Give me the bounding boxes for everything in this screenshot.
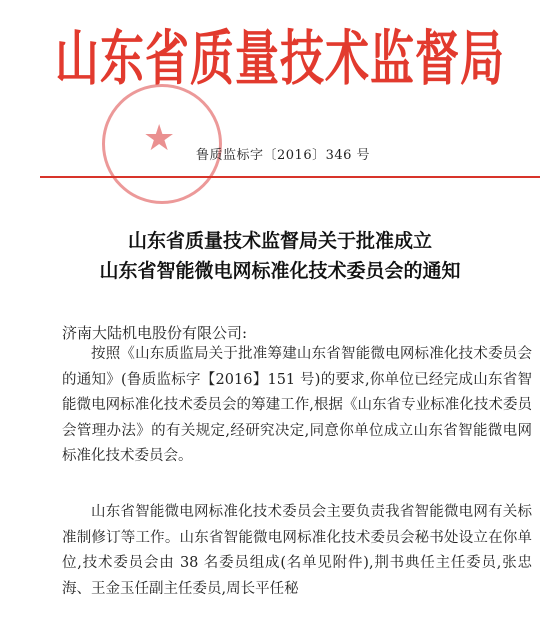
body-paragraph-1 bbox=[62, 342, 532, 470]
notice-title-line-2: 山东省智能微电网标准化技术委员会的通知 bbox=[99, 260, 461, 282]
notice-title-line-1: 山东省质量技术监督局关于批准成立 bbox=[127, 230, 432, 252]
org-letterhead: 山东省质量技术监督局 bbox=[55, 24, 505, 94]
seal-star-icon: ★ bbox=[143, 118, 176, 159]
body-paragraph-2 bbox=[62, 500, 532, 602]
notice-title bbox=[0, 226, 560, 286]
red-divider bbox=[40, 176, 540, 178]
paragraph-text: 山东省智能微电网标准化技术委员会主要负责我省智能微电网有关标准制修订等工作。山东省智能微电网标准化技术委员会秘书处设立在你单位,技术委员会由 38 名委员组成(名单见附件),荆书典任主任委员,张忠海、王金玉任副主任委员,周长平任秘 bbox=[62, 504, 532, 597]
paragraph-text: 按照《山东质监局关于批准筹建山东省智能微电网标准化技术委员会的通知》(鲁质监标字【2016】151 号)的要求,你单位已经完成山东省智能微电网标准化技术委员会的筹建工作,根据《山东省专业标准化技术委员会管理办法》的有关规定,经研究决定,同意你单位成立山东省智能微电网标准化技术委员会。 bbox=[62, 346, 532, 464]
recipient: 济南大陆机电股份有限公司: bbox=[62, 324, 248, 342]
document-number: 鲁质监标字〔2016〕346 号 bbox=[196, 148, 371, 163]
